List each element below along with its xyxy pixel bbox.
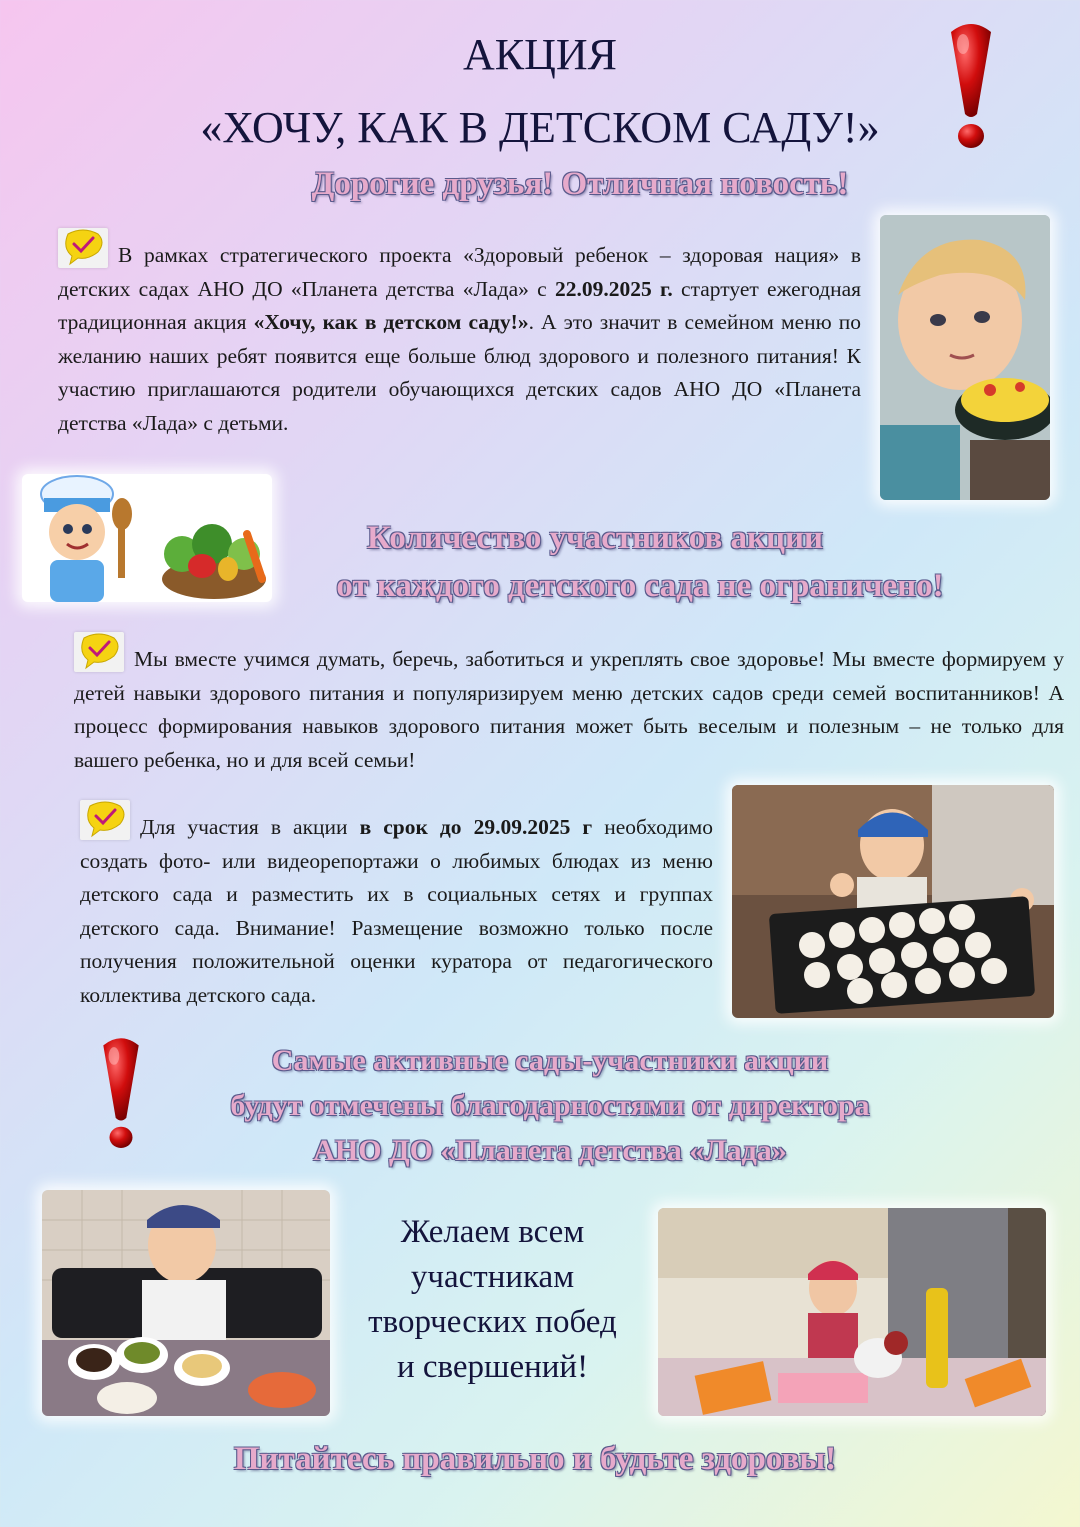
intro-text-3: . А это значит в семейном меню по желанию наших ребят появится еще больше блюд здорового и полезного питания! К участию приглашаются родители обучающихся детских садов АНО ДО «Планета детства «Лада» с детьми.	[58, 310, 861, 435]
subtitle: Дорогие друзья! Отличная новость!	[311, 166, 849, 202]
active-gardens-line-3: АНО ДО «Планета детства «Лада»	[313, 1134, 787, 1167]
check-speech-bubble-icon	[74, 632, 124, 672]
wish-text	[340, 1210, 645, 1390]
footer-slogan: Питайтесь правильно и будьте здоровы!	[233, 1441, 837, 1477]
wish-line-3: творческих побед	[368, 1304, 617, 1340]
exclamation-icon	[98, 1030, 144, 1158]
participation-text-2: необходимо создать фото- или видеорепортажи о любимых блюдах из меню детского сада и разместить их в социальных сетях и группах детского сада. Внимание! Размещение возможно только после получения положительной оценки куратора от педагогического коллектива детского сада.	[80, 815, 714, 1007]
together-paragraph	[74, 632, 1064, 777]
action-name: «Хочу, как в детском саду!»	[253, 310, 529, 335]
active-gardens-line-2: будут отмечены благодарностями от директора	[230, 1089, 870, 1122]
check-speech-bubble-icon	[58, 228, 108, 268]
title-line-1: АКЦИЯ	[462, 30, 618, 79]
intro-text-2: стартует ежегодная традиционная акция	[58, 276, 862, 335]
title-line-2: «ХОЧУ, КАК В ДЕТСКОМ САДУ!»	[200, 103, 880, 152]
exclamation-icon	[945, 22, 997, 152]
deadline-date: в срок до 29.09.2025 г	[359, 815, 593, 839]
participants-heading	[280, 514, 1000, 610]
photo-boy-salad	[880, 215, 1050, 500]
participants-heading-line-2: от каждого детского сада не ограничено!	[336, 568, 944, 604]
start-date: 22.09.2025 г.	[554, 276, 673, 301]
intro-paragraph	[58, 228, 861, 441]
photo-girl-kitchen	[658, 1208, 1046, 1416]
intro-text-1: В рамках стратегического проекта «Здоровый ребенок – здоровая нация» в детских садах АНО ДО «Планета детства «Лада» с	[58, 243, 861, 301]
active-gardens-line-1: Самые активные сады-участники акции	[271, 1044, 829, 1077]
photo-boy-table	[42, 1190, 330, 1416]
together-text: Мы вместе учимся думать, беречь, заботиться и укреплять свое здоровье! Мы вместе формируем у детей навыки здорового питания и популяризируем меню детских садов среди семей воспитанников! А процесс формирования навыков здорового питания может быть веселым и полезным – не только для вашего ребенка, но и для всей семьи!	[74, 647, 1064, 772]
wish-line-1: Желаем всем	[400, 1214, 585, 1250]
wish-line-2: участникам	[410, 1259, 575, 1295]
wish-line-4: и свершений!	[396, 1349, 589, 1385]
participants-heading-line-1: Количество участников акции	[366, 520, 824, 556]
photo-boy-dumplings	[732, 785, 1054, 1018]
active-gardens-heading	[150, 1038, 950, 1173]
check-speech-bubble-icon	[80, 800, 130, 840]
participation-paragraph	[80, 800, 713, 1013]
participation-text-1: Для участия в акции	[140, 815, 360, 839]
